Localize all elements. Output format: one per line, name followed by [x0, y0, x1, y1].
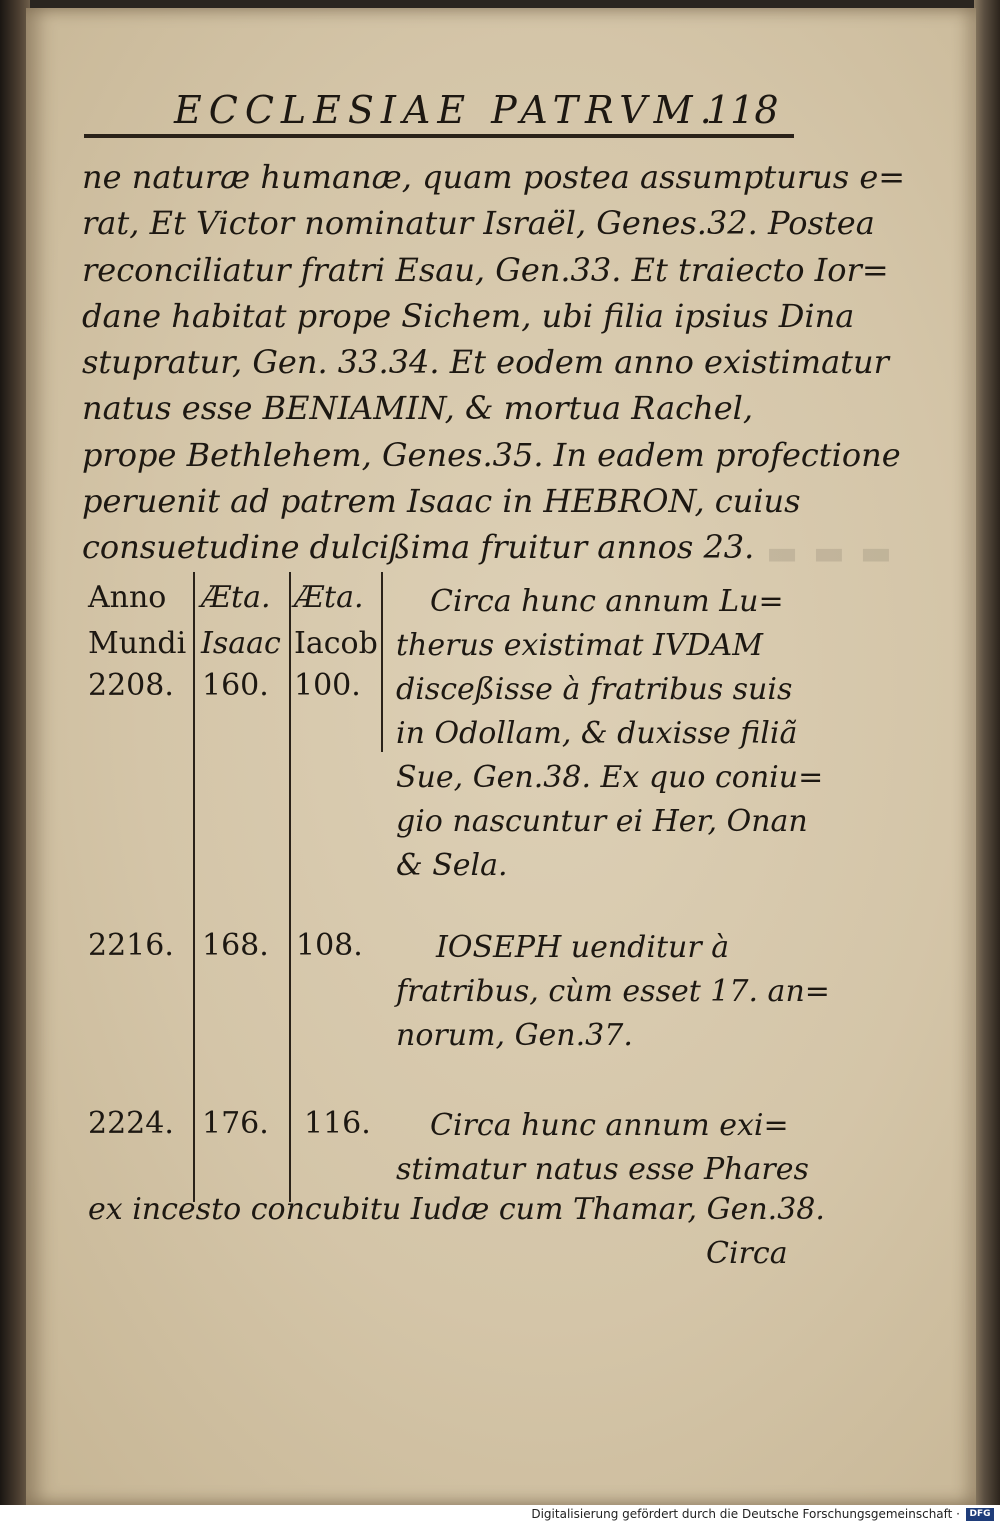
desc-line: Circa hunc annum exi=	[430, 1108, 789, 1143]
footer-bar	[0, 1505, 1000, 1525]
book-fore-edge	[974, 0, 1000, 1505]
body-paragraph	[82, 154, 906, 571]
row-description	[396, 926, 830, 1058]
header-rule	[84, 134, 794, 138]
header-iacob: Iacob	[294, 626, 378, 661]
header-aeta-iacob: Æta.	[294, 580, 364, 615]
desc-line: in Odollam, & duxisse filiã	[396, 716, 798, 751]
text-line: peruenit ad patrem Isaac in HEBRON, cuius	[82, 482, 801, 521]
header-mundi: Mundi	[88, 626, 187, 661]
row-isaac-age: 176.	[202, 1106, 269, 1141]
text-line: ne naturæ humanæ, quam postea assumpturus e=	[82, 158, 906, 196]
text-line: rat, Et Victor nominatur Israël, Genes.32. Postea	[82, 204, 875, 243]
desc-line: & Sela.	[396, 848, 508, 883]
desc-line: IOSEPH uenditur à	[436, 930, 730, 965]
desc-line: disceßisse à fratribus suis	[396, 672, 793, 707]
desc-line: fratribus, cùm esset 17. an=	[396, 974, 830, 1009]
row-isaac-age: 160.	[202, 668, 269, 703]
row-anno: 2224.	[88, 1106, 174, 1141]
desc-line: therus existimat IVDAM	[396, 628, 763, 663]
row-anno: 2208.	[88, 668, 174, 703]
header-anno: Anno	[88, 580, 167, 615]
row-isaac-age: 168.	[202, 928, 269, 963]
funding-credit: Digitalisierung gefördert durch die Deutsche Forschungsgemeinschaft ·	[531, 1507, 960, 1521]
row-iacob-age: 108.	[296, 928, 363, 963]
desc-line: norum, Gen.37.	[396, 1018, 633, 1053]
column-rule	[381, 572, 383, 752]
row-iacob-age: 100.	[294, 668, 361, 703]
text-line: reconciliatur fratri Esau, Gen.33. Et traiecto Ior=	[82, 250, 889, 289]
catchword: Circa	[706, 1236, 788, 1271]
row-iacob-age: 116.	[304, 1106, 371, 1141]
book-page	[26, 8, 976, 1505]
dfg-logo-icon: DFG	[966, 1508, 994, 1521]
text-line: natus esse BENIAMIN, & mortua Rachel,	[82, 389, 754, 428]
desc-line: gio nascuntur ei Her, Onan	[396, 804, 808, 839]
bleed-through-decoration: ▬ ▬ ▬	[766, 533, 894, 573]
row-description	[396, 580, 824, 888]
text-line: stupratur, Gen. 33.34. Et eodem anno existimatur	[82, 343, 889, 382]
desc-line: Sue, Gen.38. Ex quo coniu=	[396, 760, 824, 795]
desc-line: stimatur natus esse Phares	[396, 1152, 809, 1187]
row-description-run-on: ex incesto concubitu Iudæ cum Thamar, Gen.38.	[88, 1192, 825, 1227]
column-rule	[289, 572, 291, 1202]
text-line: consuetudine dulcißima fruitur annos 23.	[82, 528, 755, 567]
text-line: prope Bethlehem, Genes.35. In eadem profectione	[82, 435, 901, 474]
header-aeta-isaac: Æta.	[201, 580, 271, 615]
row-anno: 2216.	[88, 928, 174, 963]
header-isaac: Isaac	[201, 626, 281, 661]
running-title: ECCLESIAE PATRVM.	[174, 88, 719, 132]
desc-line: Circa hunc annum Lu=	[430, 584, 784, 619]
page-number: 118	[706, 88, 779, 132]
column-rule	[193, 572, 195, 1202]
row-description	[396, 1104, 816, 1192]
text-line: dane habitat prope Sichem, ubi filia ipsius Dina	[82, 296, 855, 335]
